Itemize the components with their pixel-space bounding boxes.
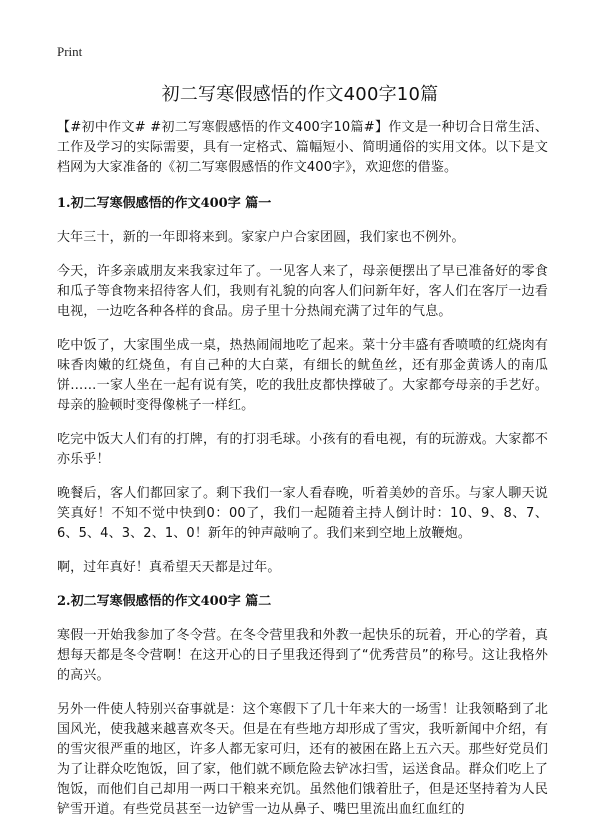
- paragraph: 啊，过年真好！真希望天天都是过年。: [57, 560, 281, 575]
- section-heading-1: 1.初二写寒假感悟的作文400字 篇一: [57, 196, 272, 211]
- print-link[interactable]: Print: [57, 44, 83, 59]
- paragraph: 吃中饭了，大家围坐成一桌，热热闹闹地吃了起来。菜十分丰盛有香喷喷的红烧肉有味香肉嫩的红烧鱼，有自己种的大白菜，有细长的鱿鱼丝，还有那金黄诱人的南瓜饼……一家人坐在一起有说有笑，吃的我肚皮都快撑破了。大家都夸母亲的手艺好。母亲的脸顿时变得像桃子一样红。: [57, 338, 548, 413]
- paragraph: 寒假一开始我参加了冬令营。在冬令营里我和外教一起快乐的玩着，开心的学着，真想每天都是冬令营啊！在这开心的日子里我还得到了“优秀营员”的称号。这让我格外的高兴。: [57, 628, 548, 683]
- paragraph: 今天，许多亲戚朋友来我家过年了。一见客人来了，母亲便摆出了早已准备好的零食和瓜子等食物来招待客人们，我则有礼貌的向客人们问新年好，客人们在客厅一边看电视，一边吃各种各样的食品。房子里十分热闹充满了过年的气息。: [57, 264, 548, 319]
- paragraph: 晚餐后，客人们都回家了。剩下我们一家人看春晚，听着美妙的音乐。与家人聊天说笑真好！不知不觉中快到0：00了，我们一起随着主持人倒计时：10、9、8、7、6、5、4、3、2、1、0！新年的钟声敲响了。我们来到空地上放鞭炮。: [57, 486, 548, 541]
- article-body: [57, 118, 548, 820]
- section-heading-2: 2.初二写寒假感悟的作文400字 篇二: [57, 594, 272, 609]
- paragraph: 另外一件使人特别兴奋事就是：这个寒假下了几十年来大的一场雪！让我领略到了北国风光，使我越来越喜欢冬天。但是在有些地方却形成了雪灾，我听新闻中介绍，有的雪灾很严重的地区，许多人都无家可归，还有的被困在路上五六天。那些好党员们为了让群众吃饱饭，回了家，他们就不顾危险去铲冰扫雪，运送食品。群众们吃上了饱饭，而他们自己却用一两口干粮来充饥。虽然他们饿着肚子，但是还坚持着为人民铲雪开道。有些党员甚至一边铲雪一边从鼻子、嘴巴里流出血红血红的: [57, 702, 548, 817]
- paragraph: 吃完中饭大人们有的打牌，有的打羽毛球。小孩有的看电视，有的玩游戏。大家都不亦乐乎！: [57, 432, 548, 467]
- intro-paragraph: 【#初中作文# #初二写寒假感悟的作文400字10篇#】作文是一种切合日常生活、工作及学习的实际需要，具有一定格式、篇幅短小、简明通俗的实用文体。以下是文档网为大家准备的《初二写寒假感悟的作文400字》，欢迎您的借鉴。: [57, 120, 548, 175]
- page-title: 初二写寒假感悟的作文400字10篇: [161, 84, 439, 105]
- paragraph: 大年三十，新的一年即将来到。家家户户合家团圆，我们家也不例外。: [57, 230, 465, 245]
